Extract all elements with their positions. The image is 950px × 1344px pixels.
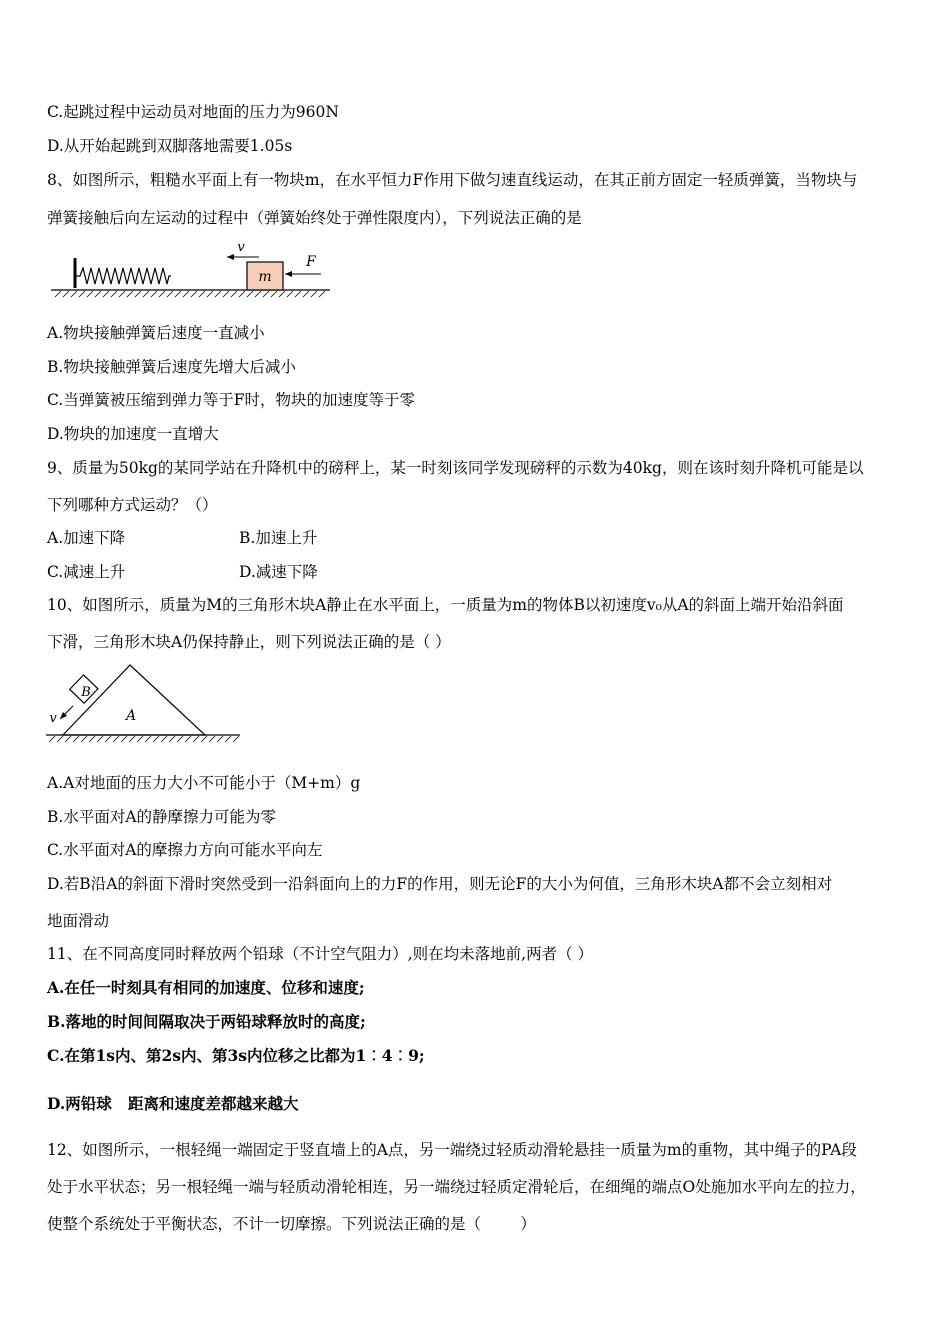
q9-stem-line-1: 9、质量为50kg的某同学站在升降机中的磅秤上，某一时刻该同学发现磅秤的示数为40kg，则在该时刻升降机可能是以 xyxy=(47,459,864,477)
q11-option-d: D.两铅球 距离和速度差都越来越大 xyxy=(47,1094,299,1113)
q9-option-b: B.加速上升 xyxy=(239,529,318,547)
q12-stem-line-3: 使整个系统处于平衡状态，不计一切摩擦。下列说法正确的是（ ） xyxy=(47,1215,536,1233)
q8-option-c: C.当弹簧被压缩到弹力等于F时，物块的加速度等于零 xyxy=(47,391,415,409)
force-label: F xyxy=(306,254,316,270)
q12-stem-line-1: 12、如图所示，一根轻绳一端固定于竖直墙上的A点，另一端绕过轻质动滑轮悬挂一质量为m的重物，其中绳子的PA段 xyxy=(47,1141,857,1159)
q7-option-c: C.起跳过程中运动员对地面的压力为960N xyxy=(47,103,339,121)
block-m-label: m xyxy=(258,269,272,285)
ground-hatching xyxy=(49,736,239,742)
q10-option-c: C.水平面对A的摩擦力方向可能水平向左 xyxy=(47,841,323,859)
q7-option-d: D.从开始起跳到双脚落地需要1.05s xyxy=(47,137,293,155)
spring-block-figure xyxy=(45,236,335,300)
wedge-figure xyxy=(43,660,243,748)
q8-option-a: A.物块接触弹簧后速度一直减小 xyxy=(47,324,265,342)
q10-option-d-line-1: D.若B沿A的斜面下滑时突然受到一沿斜面向上的力F的作用，则无论F的大小为何值，三角形木块A都不会立刻相对 xyxy=(47,875,833,893)
q11-option-c: C.在第1s内、第2s内、第3s内位移之比都为1︰4︰9; xyxy=(47,1046,425,1065)
q9-stem-line-2: 下列哪种方式运动？（） xyxy=(47,496,218,514)
q10-option-d-line-2: 地面滑动 xyxy=(47,912,110,930)
wedge-a-label: A xyxy=(125,708,137,724)
q11-option-b: B.落地的时间间隔取决于两铅球释放时的高度; xyxy=(47,1012,366,1031)
q9-option-c: C.减速上升 xyxy=(47,563,126,581)
q9-option-d: D.减速下降 xyxy=(239,563,318,581)
spring xyxy=(76,268,171,284)
q11-stem: 11、在不同高度同时释放两个铅球（不计空气阻力）,则在均未落地前,两者（ ） xyxy=(47,945,594,963)
q10-option-a: A.A对地面的压力大小不可能小于（M+m）g xyxy=(47,774,361,792)
q10-stem-line-2: 下滑，三角形木块A仍保持静止，则下列说法正确的是（ ） xyxy=(47,633,451,651)
q10-option-b: B.水平面对A的静摩擦力可能为零 xyxy=(47,808,277,826)
q8-option-b: B.物块接触弹簧后速度先增大后减小 xyxy=(47,358,296,376)
q10-stem-line-1: 10、如图所示，质量为M的三角形木块A静止在水平面上，一质量为m的物体B以初速度v₀从A的斜面上端开始沿斜面 xyxy=(47,596,844,614)
block-b-label: B xyxy=(81,685,91,700)
q8-stem-line-2: 弹簧接触后向左运动的过程中（弹簧始终处于弹性限度内），下列说法正确的是 xyxy=(47,209,582,227)
q8-option-d: D.物块的加速度一直增大 xyxy=(47,425,219,443)
q9-option-a: A.加速下降 xyxy=(47,529,126,547)
velocity-label: v xyxy=(49,711,57,726)
ground-hatching xyxy=(55,291,325,297)
q12-stem-line-2: 处于水平状态；另一根轻绳一端与轻质动滑轮相连，另一端绕过轻质定滑轮后，在细绳的端点O处施加水平向左的拉力， xyxy=(47,1178,866,1196)
velocity-label: v xyxy=(237,240,245,255)
q11-option-a: A.在任一时刻具有相同的加速度、位移和速度; xyxy=(47,978,365,997)
q8-stem-line-1: 8、如图所示，粗糙水平面上有一物块m，在水平恒力F作用下做匀速直线运动，在其正前方固定一轻质弹簧，当物块与 xyxy=(47,171,858,189)
